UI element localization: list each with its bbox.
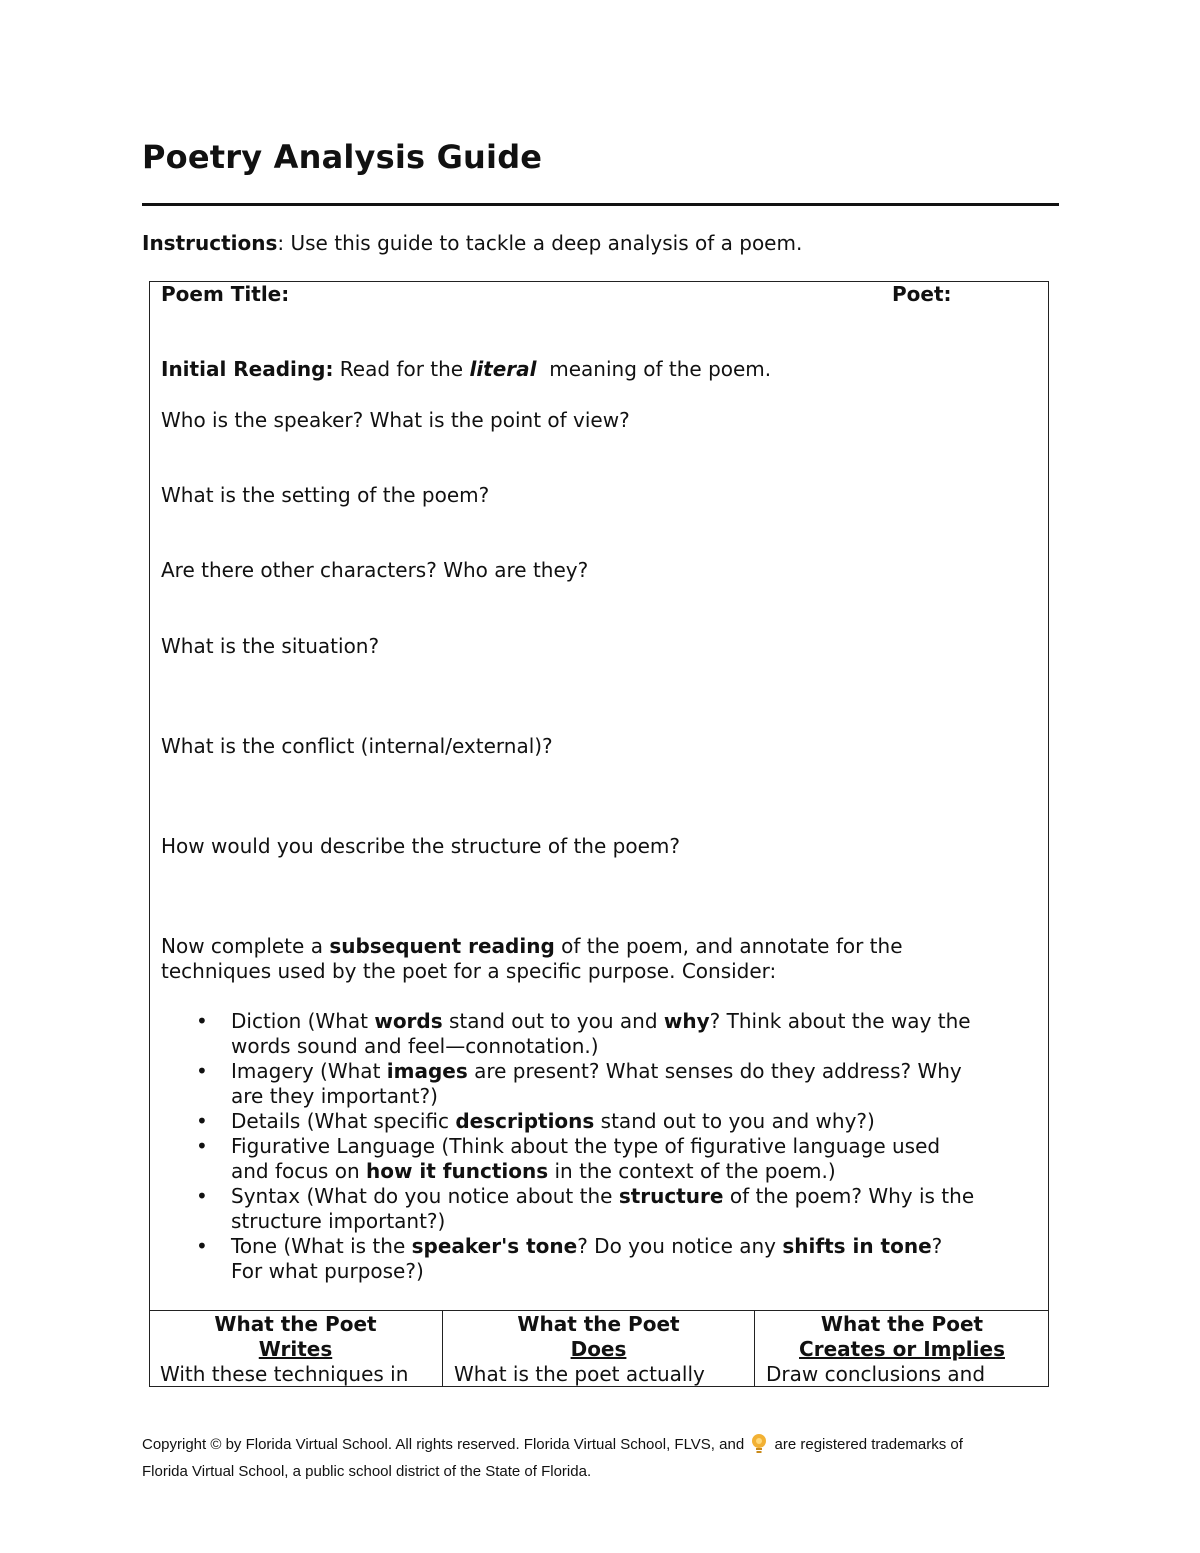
figurative-c: how it functions xyxy=(365,1159,549,1183)
details-b: descriptions xyxy=(455,1109,595,1133)
bullet-icon: • xyxy=(196,1109,208,1133)
column-subheading: Does xyxy=(570,1337,627,1361)
diction-a: Diction (What xyxy=(231,1009,375,1033)
analysis-columns xyxy=(149,1310,1049,1387)
figurative-b: and focus on xyxy=(231,1159,366,1183)
column-heading: What the Poet xyxy=(214,1312,377,1336)
copyright-footer xyxy=(142,1431,1062,1485)
subsequent-c: of the poem, and annotate for the xyxy=(554,934,903,958)
bullet-icon: • xyxy=(196,1059,208,1083)
diction-d: why xyxy=(663,1009,710,1033)
tone-d: shifts in tone xyxy=(782,1234,932,1258)
column-heading: What the Poet xyxy=(820,1312,984,1336)
list-item-imagery xyxy=(186,1059,1041,1109)
bullet-icon: • xyxy=(196,1184,208,1208)
page-title: Poetry Analysis Guide xyxy=(142,138,543,176)
figurative-a: Figurative Language (Think about the type of figurative language used xyxy=(231,1134,941,1158)
copyright-text: Copyright © by Florida Virtual School. All rights reserved. Florida Virtual School, FLVS, and xyxy=(142,1436,745,1453)
tone-b: speaker's tone xyxy=(411,1234,578,1258)
initial-reading-label: Initial Reading: xyxy=(161,357,334,381)
subsequent-reading-line2: techniques used by the poet for a specific purpose. Consider: xyxy=(161,959,777,983)
column-description: Draw conclusions and xyxy=(766,1362,986,1386)
tone-e: ? xyxy=(931,1234,943,1258)
literal-emphasis: literal xyxy=(469,357,537,381)
list-item-figurative xyxy=(186,1134,1041,1184)
details-a: Details (What specific xyxy=(231,1109,456,1133)
district-text: Florida Virtual School, a public school district of the State of Florida. xyxy=(142,1463,592,1480)
diction-e: ? Think about the way the xyxy=(709,1009,971,1033)
syntax-c: of the poem? Why is the xyxy=(723,1184,975,1208)
subsequent-a: Now complete a xyxy=(161,934,330,958)
question-setting: What is the setting of the poem? xyxy=(161,483,490,507)
bullet-icon: • xyxy=(196,1009,208,1033)
tone-c: ? Do you notice any xyxy=(577,1234,783,1258)
question-situation: What is the situation? xyxy=(161,634,380,658)
imagery-a: Imagery (What xyxy=(231,1059,387,1083)
poet-label: Poet: xyxy=(892,282,952,306)
column-writes xyxy=(149,1311,443,1386)
column-creates xyxy=(755,1311,1049,1386)
syntax-d: structure important?) xyxy=(231,1209,446,1233)
column-description: With these techniques in xyxy=(160,1362,409,1386)
subsequent-reading-emphasis: subsequent reading xyxy=(329,934,555,958)
diction-c: stand out to you and xyxy=(442,1009,664,1033)
imagery-b: images xyxy=(386,1059,468,1083)
question-conflict: What is the conflict (internal/external)? xyxy=(161,734,553,758)
figurative-d: in the context of the poem.) xyxy=(548,1159,836,1183)
question-speaker: Who is the speaker? What is the point of view? xyxy=(161,408,630,432)
technique-list xyxy=(186,1009,1041,1284)
imagery-c: are present? What senses do they address? Why xyxy=(467,1059,962,1083)
initial-reading-before: Read for the xyxy=(333,357,470,381)
bullet-icon: • xyxy=(196,1134,208,1158)
initial-reading-after: meaning of the poem. xyxy=(536,357,772,381)
instructions-label: Instructions xyxy=(142,231,278,255)
title-rule xyxy=(142,203,1059,206)
subsequent-reading-line1 xyxy=(161,934,903,959)
tone-a: Tone (What is the xyxy=(231,1234,412,1258)
list-item-tone xyxy=(186,1234,1041,1284)
list-item-syntax xyxy=(186,1184,1041,1234)
lightbulb-icon xyxy=(750,1433,768,1455)
syntax-a: Syntax (What do you notice about the xyxy=(231,1184,619,1208)
column-does xyxy=(443,1311,755,1386)
diction-f: words sound and feel—connotation.) xyxy=(231,1034,599,1058)
trademark-text: are registered trademarks of xyxy=(774,1436,963,1453)
initial-reading xyxy=(161,357,771,382)
list-item-diction xyxy=(186,1009,1041,1059)
column-description: What is the poet actually xyxy=(454,1362,705,1386)
diction-b: words xyxy=(374,1009,443,1033)
poem-title-label: Poem Title: xyxy=(161,282,290,306)
list-item-details xyxy=(186,1109,1041,1134)
bullet-icon: • xyxy=(196,1234,208,1258)
column-subheading: Creates or Implies xyxy=(799,1337,1005,1361)
instructions-text: : Use this guide to tackle a deep analysis of a poem. xyxy=(277,231,803,255)
imagery-d: are they important?) xyxy=(231,1084,438,1108)
column-heading: What the Poet xyxy=(517,1312,680,1336)
instructions xyxy=(142,231,802,255)
column-subheading: Writes xyxy=(258,1337,333,1361)
syntax-b: structure xyxy=(618,1184,724,1208)
details-c: stand out to you and why?) xyxy=(594,1109,875,1133)
question-characters: Are there other characters? Who are they? xyxy=(161,558,589,582)
question-structure: How would you describe the structure of the poem? xyxy=(161,834,680,858)
tone-f: For what purpose?) xyxy=(231,1259,424,1283)
